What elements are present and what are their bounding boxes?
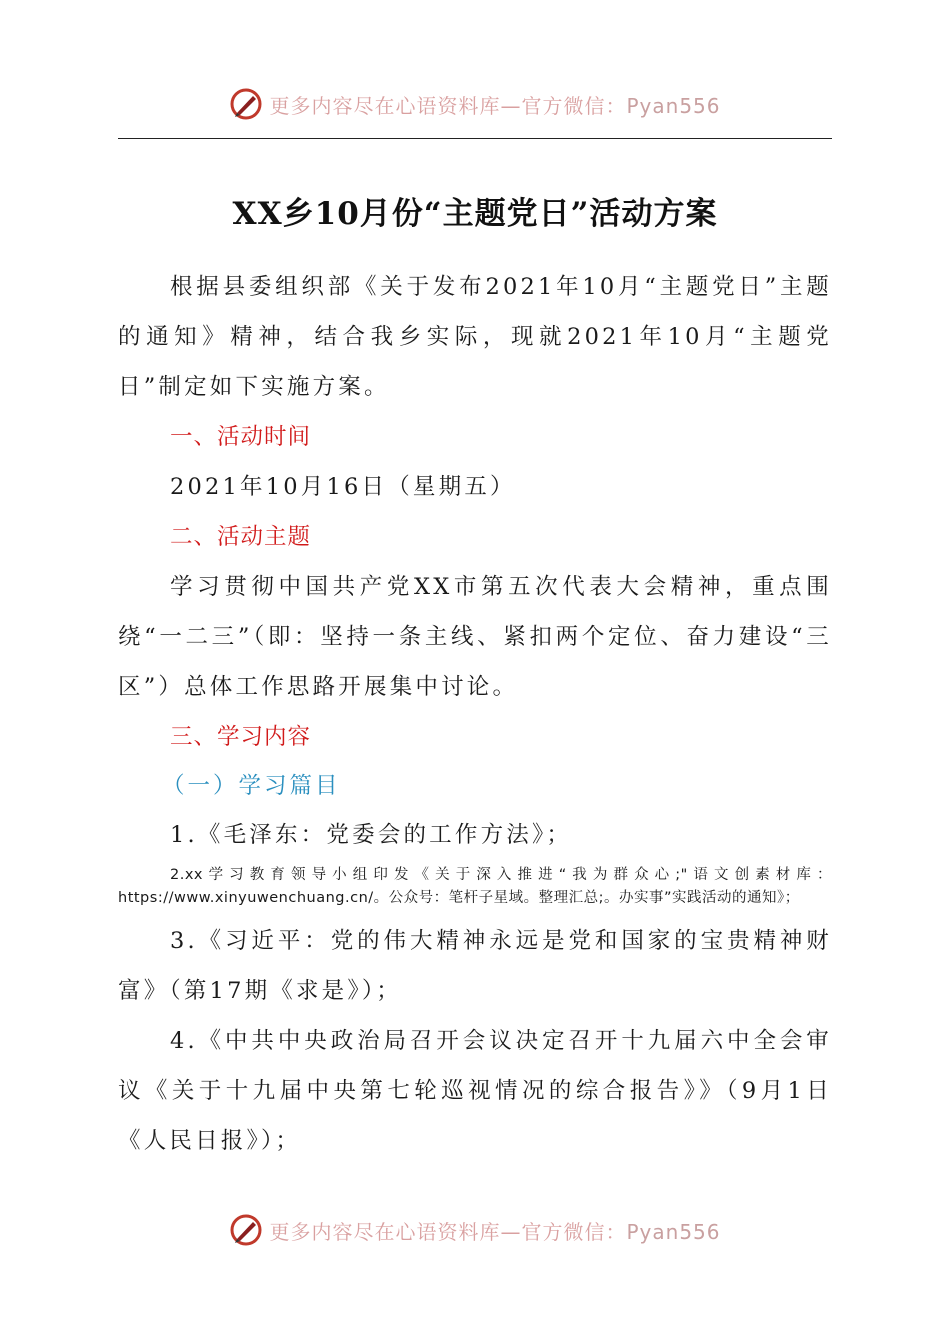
section-heading-time: 一、活动时间 [170,424,312,450]
subheading-reading-list: （一）学习篇目 [162,773,341,799]
section-heading-content: 三、学习内容 [170,724,312,750]
document-title: XX乡10月份“主题党日”活动方案 [232,196,718,232]
pen-circle-icon [229,87,263,121]
banner-text: 更多内容尽在心语资料库—官方微信：Pyan556 [269,1219,721,1244]
section-body-theme: 学习贯彻中国共产党XX市第五次代表大会精神，重点围绕“一二三”（即：坚持一条主线、紧扣两个定位、奋力建设“三区”）总体工作思路开展集中讨论。 [118,574,832,700]
header-banner [0,82,950,126]
header-divider [118,138,832,139]
footer-banner [0,1208,950,1252]
pen-circle-icon [229,1213,263,1247]
banner-text: 更多内容尽在心语资料库—官方微信：Pyan556 [269,93,721,118]
reading-item-4: 4.《中共中央政治局召开会议决定召开十九届六中全会审议《关于十九届中央第七轮巡视情况的综合报告》》（9月1日《人民日报》）； [118,1028,832,1154]
reading-item-2: 2.xx学习教育领导小组印发《关于深入推进“我为群众心;"语文创素材库：https://www.xinyuwenchuang.cn/。公众号：笔杆子星域。整理汇总;。办实事”实践活动的通知》； [118,867,832,906]
section-heading-theme: 二、活动主题 [170,524,312,550]
reading-item-3: 3.《习近平：党的伟大精神永远是党和国家的宝贵精神财富》（第17期《求是》）； [118,928,832,1004]
section-body-time: 2021年10月16日（星期五） [170,474,516,500]
intro-paragraph: 根据县委组织部《关于发布2021年10月“主题党日”主题的通知》精神，结合我乡实际，现就2021年10月“主题党日”制定如下实施方案。 [118,274,832,400]
document-body [118,262,832,1166]
reading-item-1: 1.《毛泽东：党委会的工作方法》； [170,822,573,848]
banner-contact: Pyan556 [626,93,721,118]
banner-contact: Pyan556 [626,1219,721,1244]
